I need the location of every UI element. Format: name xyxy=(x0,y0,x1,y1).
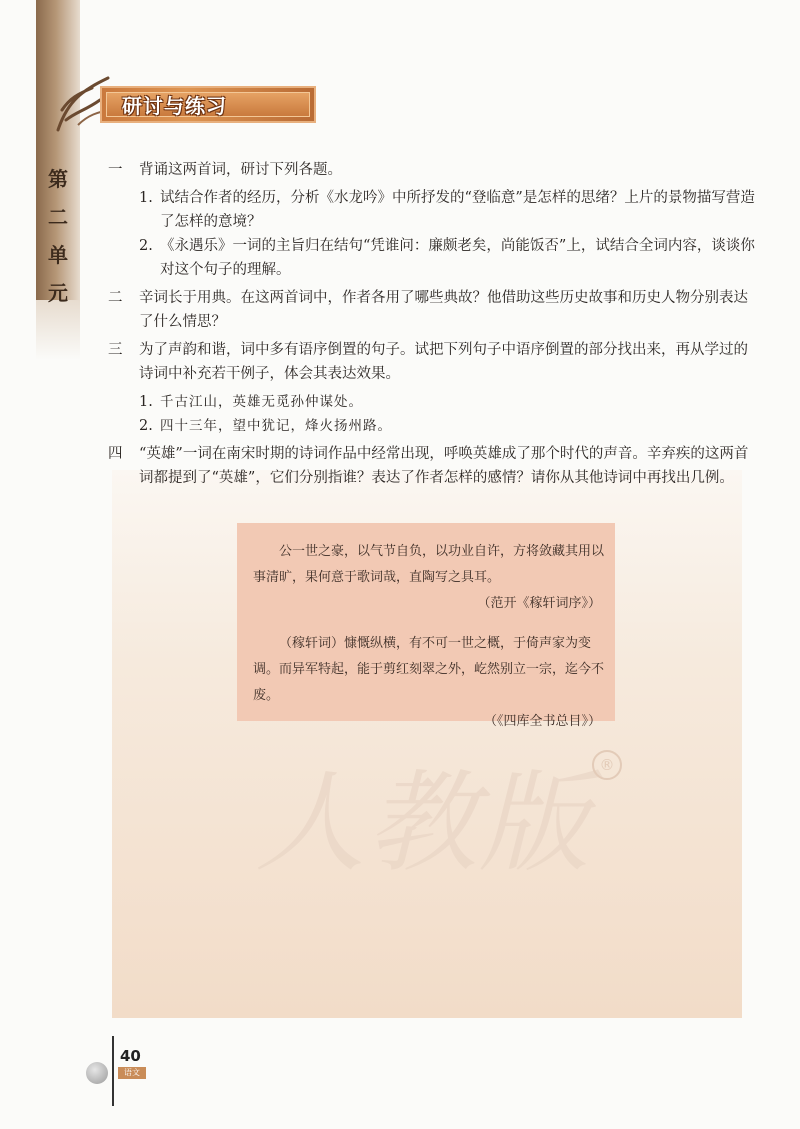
quote-source: （范开《稼轩词序》） xyxy=(477,596,601,611)
quote-source: （《四库全书总目》） xyxy=(483,714,601,729)
sub-question-text: 试结合作者的经历，分析《水龙吟》中所抒发的“登临意”是怎样的思绪？上片的景物描写营造了怎样的意境？ xyxy=(160,190,755,230)
sub-question-text: 《永遇乐》一词的主旨归在结句“凭谁问：廉颇老矣，尚能饭否”上，试结合全词内容，谈谈你对这个句子的理解。 xyxy=(160,238,755,278)
unit-char: 第 xyxy=(48,167,68,191)
page-number: 40 xyxy=(120,1047,141,1065)
sub-question-number: 2. xyxy=(139,238,153,254)
sub-question-text: 四十三年，望中犹记，烽火扬州路。 xyxy=(160,418,392,434)
question-text: “英雄”一词在南宋时期的诗词作品中经常出现，呼唤英雄成了那个时代的声音。辛弃疾的这两首词都提到了“英雄”，它们分别指谁？表达了作者怎样的感情？请你从其他诗词中再找出几例。 xyxy=(139,446,749,486)
registered-mark: ® xyxy=(592,750,622,780)
quote-2 xyxy=(253,631,605,735)
footer-divider xyxy=(112,1036,114,1106)
subject-badge: 语文 xyxy=(118,1067,146,1079)
unit-char: 单 xyxy=(48,243,68,267)
section-title: 研讨与练习 xyxy=(122,94,227,118)
question-text: 背诵这两首词，研讨下列各题。 xyxy=(139,162,342,178)
question-text: 为了声韵和谐，词中多有语序倒置的句子。试把下列句子中语序倒置的部分找出来，再从学过的诗词中补充若干例子，体会其表达效果。 xyxy=(139,342,748,382)
sub-question-number: 1. xyxy=(139,394,153,410)
globe-icon xyxy=(86,1062,108,1084)
sub-question xyxy=(108,186,758,234)
sub-question xyxy=(108,390,758,414)
unit-char: 元 xyxy=(48,281,68,305)
sub-question xyxy=(108,234,758,282)
question-number: 三 xyxy=(108,342,123,358)
question-3 xyxy=(108,338,758,386)
exercise-list xyxy=(108,158,758,494)
question-2 xyxy=(108,286,758,334)
sub-question xyxy=(108,414,758,438)
question-number: 一 xyxy=(108,162,123,178)
question-1 xyxy=(108,158,758,182)
unit-label xyxy=(40,160,76,312)
sub-question-number: 2. xyxy=(139,418,153,434)
section-banner xyxy=(100,86,316,123)
quote-box xyxy=(237,523,615,729)
sub-question-number: 1. xyxy=(139,190,153,206)
quote-text: （稼轩词）慷慨纵横，有不可一世之概，于倚声家为变调。而异军特起，能于剪红刻翠之外，屹然别立一宗，迄今不废。 xyxy=(253,636,605,703)
sub-question-text: 千古江山，英雄无觅孙仲谋处。 xyxy=(160,394,363,410)
unit-char: 二 xyxy=(48,205,68,229)
question-text: 辛词长于用典。在这两首词中，作者各用了哪些典故？他借助这些历史故事和历史人物分别表达了什么情思？ xyxy=(139,290,748,330)
publisher-watermark-logo: 人教版 xyxy=(255,759,591,887)
question-4 xyxy=(108,442,758,490)
quote-text: 公一世之豪，以气节自负，以功业自许，方将敛藏其用以事清旷，果何意于歌词哉，直陶写之具耳。 xyxy=(253,544,605,585)
quote-1 xyxy=(253,539,605,617)
question-number: 四 xyxy=(108,446,123,462)
question-number: 二 xyxy=(108,290,123,306)
